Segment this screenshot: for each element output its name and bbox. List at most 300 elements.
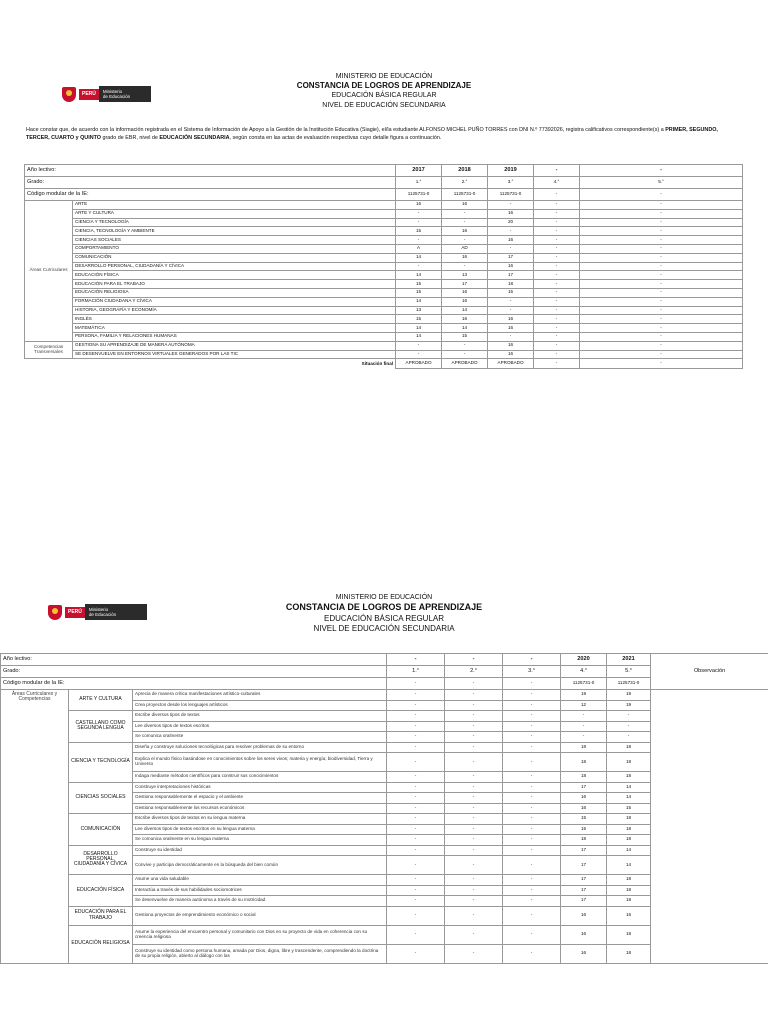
course-name: HISTORIA, GEOGRAFÍA Y ECONOMÍA	[73, 306, 396, 315]
grade-value: -	[580, 271, 743, 280]
grade-value: 17	[488, 253, 534, 262]
grade-value: -	[503, 803, 561, 814]
grade-value: -	[534, 236, 580, 245]
grade-value: -	[387, 742, 445, 753]
grades-table-2	[0, 653, 768, 964]
grade-value: -	[445, 753, 503, 772]
grade-value: -	[607, 711, 651, 722]
grade-cell: 2.°	[442, 177, 488, 189]
area-name: EDUCACIÓN FÍSICA	[69, 875, 133, 907]
grade-value: -	[534, 288, 580, 297]
grade-value: -	[503, 944, 561, 963]
grade-value: 14	[607, 856, 651, 875]
grade-value: 16	[442, 227, 488, 236]
area-name: ARTE Y CULTURA	[69, 690, 133, 711]
grade-value: -	[445, 782, 503, 793]
area-name: DESARROLLO PERSONAL, CIUDADANÍA Y CÍVICA	[69, 845, 133, 875]
code-cell: -	[387, 678, 445, 690]
code-cell: 1125731-0	[488, 189, 534, 201]
grade-value: 17	[561, 885, 607, 896]
course-row	[25, 236, 743, 245]
grade-value: 18	[561, 772, 607, 783]
grade-value: 19	[607, 690, 651, 701]
grade-value: -	[387, 875, 445, 886]
grade-value: -	[387, 690, 445, 701]
grade-value: -	[580, 201, 743, 210]
transversal-row	[25, 341, 743, 350]
grade-value: -	[445, 896, 503, 907]
grade-value: -	[503, 793, 561, 804]
course-name: DESARROLLO PERSONAL, CIUDADANÍA Y CÍVICA	[73, 262, 396, 271]
competence-row	[1, 690, 768, 701]
grade-value: 16	[442, 253, 488, 262]
grade-cell: 4.°	[534, 177, 580, 189]
year-cell: -	[387, 654, 445, 666]
grade-value: -	[534, 244, 580, 253]
course-name: INGLÉS	[73, 315, 396, 324]
course-row	[25, 271, 743, 280]
grade-value: -	[503, 772, 561, 783]
grade-value: 16	[488, 350, 534, 359]
course-row	[25, 288, 743, 297]
grade-value: 16	[488, 209, 534, 218]
course-name: EDUCACIÓN PARA EL TRABAJO	[73, 280, 396, 289]
grade-value: -	[488, 332, 534, 341]
competence-name: Crea proyectos desde los lenguajes artísticos	[133, 700, 387, 711]
competence-name: Interactúa a través de sus habilidades sociomotrices	[133, 885, 387, 896]
grade-value: -	[387, 835, 445, 846]
document-title: CONSTANCIA DE LOGROS DE APRENDIZAJE	[296, 81, 472, 91]
code-label: Código modular de la IE:	[1, 678, 387, 690]
grade-value: 14	[396, 271, 442, 280]
grade-value: 15	[561, 824, 607, 835]
grade-value: -	[445, 906, 503, 925]
grade-value: 18	[607, 925, 651, 944]
competence-name: Construye interpretaciones históricas	[133, 782, 387, 793]
observation-cell	[651, 690, 768, 964]
grade-value: -	[503, 885, 561, 896]
document-subtitle: EDUCACIÓN BÁSICA REGULAR	[331, 92, 437, 100]
grade-value: -	[442, 218, 488, 227]
grade-value: -	[580, 288, 743, 297]
grade-value: 15	[396, 227, 442, 236]
grade-value: -	[445, 793, 503, 804]
grade-value: -	[442, 236, 488, 245]
grade-value: -	[580, 227, 743, 236]
grade-value: 17	[488, 271, 534, 280]
code-label: Código modular de la IE:	[25, 189, 396, 201]
grade-value: -	[580, 209, 743, 218]
competence-name: SE DESENVUELVE EN ENTORNOS VIRTUALES GENERADOS POR LAS TIC	[73, 350, 396, 359]
grade-value: -	[580, 306, 743, 315]
transversal-row	[25, 350, 743, 359]
grade-cell: 4.°	[561, 666, 607, 678]
observation-header: Observación	[651, 654, 768, 690]
grade-value: 18	[607, 835, 651, 846]
grade-value: -	[580, 350, 743, 359]
year-cell: 2021	[607, 654, 651, 666]
grade-value: -	[607, 721, 651, 732]
code-cell: 1125731-0	[396, 189, 442, 201]
course-name: CIENCIA, TECNOLOGÍA Y AMBIENTE	[73, 227, 396, 236]
grade-value: 18	[607, 824, 651, 835]
grade-value: -	[387, 856, 445, 875]
grade-value: 18	[488, 280, 534, 289]
grade-value: -	[534, 332, 580, 341]
grade-value: 16	[488, 324, 534, 333]
grade-value: -	[387, 944, 445, 963]
year-cell: -	[580, 165, 743, 177]
grade-value: -	[445, 856, 503, 875]
grade-value: -	[580, 315, 743, 324]
grade-value: 18	[607, 885, 651, 896]
grade-value: 18	[561, 742, 607, 753]
code-cell: -	[503, 678, 561, 690]
area-name: CASTELLANO COMO SEGUNDA LENGUA	[69, 711, 133, 743]
course-name: COMUNICACIÓN	[73, 253, 396, 262]
grade-value: -	[561, 732, 607, 743]
grade-value: 15	[396, 280, 442, 289]
grade-value: -	[561, 711, 607, 722]
grade-value: -	[534, 271, 580, 280]
grade-value: 14	[442, 306, 488, 315]
grade-cell: 1.°	[387, 666, 445, 678]
grade-value: -	[387, 885, 445, 896]
competence-name: Diseña y construye soluciones tecnológicas para resolver problemas de su entorno	[133, 742, 387, 753]
logo-ministry: Ministerio de Educación	[85, 604, 147, 620]
grade-value: 18	[561, 835, 607, 846]
area-name: CIENCIA Y TECNOLOGÍA	[69, 742, 133, 782]
logo-country: PERÚ	[79, 89, 99, 100]
area-name: CIENCIAS SOCIALES	[69, 782, 133, 814]
certificate-page-2	[0, 580, 768, 1024]
grade-value: 17	[561, 856, 607, 875]
grade-cell: 1.°	[396, 177, 442, 189]
grade-value: 17	[561, 782, 607, 793]
grade-value: -	[534, 218, 580, 227]
document-title: CONSTANCIA DE LOGROS DE APRENDIZAJE	[285, 602, 483, 613]
grade-value: -	[387, 700, 445, 711]
grade-value: -	[503, 856, 561, 875]
grade-value: -	[580, 280, 743, 289]
grade-cell: 5.°	[580, 177, 743, 189]
final-status: APROBADO	[442, 359, 488, 369]
competence-name: Aprecia de manera crítica manifestaciones artístico-culturales	[133, 690, 387, 701]
grade-cell: 5.°	[607, 666, 651, 678]
grade-value: -	[387, 721, 445, 732]
course-row	[25, 227, 743, 236]
grade-value: 16	[561, 925, 607, 944]
course-name: EDUCACIÓN FÍSICA	[73, 271, 396, 280]
grade-value: 15	[607, 803, 651, 814]
grade-value: -	[561, 721, 607, 732]
competence-name: Escribe diversos tipos de textos en su lengua materna	[133, 814, 387, 825]
grade-value: -	[534, 253, 580, 262]
grade-value: -	[387, 803, 445, 814]
grade-value: -	[488, 201, 534, 210]
grade-value: 16	[488, 315, 534, 324]
code-cell: 1125731-0	[561, 678, 607, 690]
grade-value: -	[445, 875, 503, 886]
grade-value: -	[580, 341, 743, 350]
competence-name: Se desenvuelve de manera autónoma a través de su motricidad	[133, 896, 387, 907]
grade-value: -	[534, 227, 580, 236]
grade-value: -	[580, 253, 743, 262]
grade-value: -	[503, 814, 561, 825]
code-cell: -	[580, 189, 743, 201]
grade-value: -	[534, 280, 580, 289]
grade-value: 17	[561, 875, 607, 886]
year-row	[25, 165, 743, 177]
grade-value: -	[503, 753, 561, 772]
course-name: MATEMÁTICA	[73, 324, 396, 333]
grade-value: -	[503, 711, 561, 722]
grade-value: -	[488, 227, 534, 236]
competence-name: Lee diversos tipos de textos escritos	[133, 721, 387, 732]
year-cell: -	[445, 654, 503, 666]
grade-value: -	[387, 782, 445, 793]
grade-value: -	[445, 944, 503, 963]
final-status: APROBADO	[396, 359, 442, 369]
grade-value: -	[445, 742, 503, 753]
grade-value: 16	[488, 262, 534, 271]
grade-value: 16	[561, 906, 607, 925]
grade-value: 16	[561, 803, 607, 814]
grade-value: 14	[396, 332, 442, 341]
competence-name: Se comunica oralmente	[133, 732, 387, 743]
grade-value: -	[503, 906, 561, 925]
grade-cell: 3.°	[503, 666, 561, 678]
grade-value: -	[396, 218, 442, 227]
grade-value: -	[488, 244, 534, 253]
grade-value: -	[445, 711, 503, 722]
year-label: Año lectivo:	[25, 165, 396, 177]
grade-value: -	[387, 772, 445, 783]
grade-value: -	[442, 262, 488, 271]
grade-value: 18	[561, 753, 607, 772]
course-row	[25, 280, 743, 289]
code-cell: -	[534, 189, 580, 201]
grade-value: -	[534, 350, 580, 359]
grade-value: 12	[561, 700, 607, 711]
grade-value: -	[445, 824, 503, 835]
grade-value: 16	[561, 793, 607, 804]
grade-value: 16	[561, 944, 607, 963]
grade-value: 14	[607, 845, 651, 856]
grade-value: -	[580, 236, 743, 245]
areas-label: Áreas Curriculares y Competencias	[1, 690, 69, 964]
final-label: Situación final	[25, 359, 396, 369]
grade-value: -	[442, 350, 488, 359]
intro-paragraph: Hace constar que, de acuerdo con la información registrada en el Sistema de Información de Apoyo a la Gestión de la Institución Educativa (Siagie), el/la estudiante ALFONSO MICHEL PUÑO TORRES con DNI N.º 77392026, registra calificativos correspondiente(s) a PRIMER, SEGUNDO, TERCER, CUARTO y QUINTO grado de EBR, nivel de EDUCACIÓN SECUNDARIA, según consta en las actas de evaluación respectivas cuyo detalle figura a continuación.	[26, 127, 718, 141]
competence-name: Gestiona proyectos de emprendimiento económico o social	[133, 906, 387, 925]
grade-value: 16	[607, 906, 651, 925]
grade-row	[25, 177, 743, 189]
grade-value: -	[445, 690, 503, 701]
grade-value: 16	[396, 201, 442, 210]
competence-name: Se comunica oralmente en su lengua materna	[133, 835, 387, 846]
grade-value: 18	[607, 772, 651, 783]
logo-country: PERÚ	[65, 607, 85, 618]
grade-value: 18	[607, 753, 651, 772]
ministry-name: MINISTERIO DE EDUCACIÓN	[335, 594, 433, 601]
grade-cell: 3.°	[488, 177, 534, 189]
year-cell: 2017	[396, 165, 442, 177]
course-row	[25, 324, 743, 333]
grade-value: -	[534, 315, 580, 324]
course-row	[25, 244, 743, 253]
grade-value: -	[387, 896, 445, 907]
course-name: COMPORTAMIENTO	[73, 244, 396, 253]
grade-value: -	[580, 332, 743, 341]
grades-table-1	[24, 164, 743, 369]
grade-value: -	[534, 201, 580, 210]
grade-value: -	[387, 753, 445, 772]
grade-value: 16	[442, 288, 488, 297]
grade-value: -	[387, 814, 445, 825]
competence-name: Construye su identidad	[133, 845, 387, 856]
logo-ministry: Ministerio de Educación	[99, 86, 151, 102]
ministry-name: MINISTERIO DE EDUCACIÓN	[335, 73, 433, 80]
grade-value: 16	[442, 315, 488, 324]
grade-value: -	[503, 782, 561, 793]
course-row	[25, 262, 743, 271]
competence-name: Gestiona responsablemente los recursos económicos	[133, 803, 387, 814]
grade-value: -	[387, 906, 445, 925]
grade-value: -	[503, 835, 561, 846]
grade-value: -	[445, 845, 503, 856]
grade-value: -	[387, 845, 445, 856]
grade-value: -	[387, 925, 445, 944]
grade-value: 17	[561, 845, 607, 856]
grade-value: 16	[442, 201, 488, 210]
grade-value: -	[503, 690, 561, 701]
grade-value: -	[396, 262, 442, 271]
grade-value: -	[445, 732, 503, 743]
grade-value: -	[580, 218, 743, 227]
code-cell: 1125731-0	[442, 189, 488, 201]
grade-value: -	[445, 700, 503, 711]
grade-value: 19	[561, 690, 607, 701]
grade-value: 18	[607, 742, 651, 753]
year-cell: 2020	[561, 654, 607, 666]
grade-value: 14	[442, 324, 488, 333]
code-row	[25, 189, 743, 201]
grade-cell: 2.°	[445, 666, 503, 678]
document-subtitle: EDUCACIÓN BÁSICA REGULAR	[323, 613, 445, 623]
course-row	[25, 306, 743, 315]
grade-value: A	[396, 244, 442, 253]
grade-value: 18	[607, 896, 651, 907]
grade-value: -	[445, 835, 503, 846]
grade-value: -	[445, 885, 503, 896]
final-status: -	[580, 359, 743, 369]
grade-value: 14	[396, 324, 442, 333]
grade-value: -	[534, 341, 580, 350]
course-name: FORMACIÓN CIUDADANA Y CÍVICA	[73, 297, 396, 306]
course-name: ARTE Y CULTURA	[73, 209, 396, 218]
grade-value: -	[580, 262, 743, 271]
education-level: NIVEL DE EDUCACIÓN SECUNDARIA	[322, 101, 446, 109]
page-header	[0, 593, 768, 635]
grade-value: -	[534, 306, 580, 315]
grade-value: 14	[607, 782, 651, 793]
competence-name: Asume la experiencia del encuentro personal y comunitario con Dios en su proyecto de vida en coherencia con su creencia religiosa	[133, 925, 387, 944]
grade-label: Grado:	[1, 666, 387, 678]
grade-label: Grado:	[25, 177, 396, 189]
grade-value: -	[534, 324, 580, 333]
competence-name: Construye su identidad como persona humana, amada por Dios, digna, libre y trascendente, comprendiendo la doctrina de su propia religión, abierto al diálogo con las	[133, 944, 387, 963]
grade-value: -	[503, 896, 561, 907]
competence-name: Lee diversos tipos de textos escritos en su lengua materna	[133, 824, 387, 835]
grade-value: -	[503, 721, 561, 732]
grade-value: -	[534, 297, 580, 306]
grade-value: 16	[442, 297, 488, 306]
areas-label: Áreas Curriculares	[25, 201, 73, 342]
area-name: COMUNICACIÓN	[69, 814, 133, 846]
grade-value: -	[445, 803, 503, 814]
grade-value: -	[607, 732, 651, 743]
course-row	[25, 315, 743, 324]
grade-value: AD	[442, 244, 488, 253]
course-row	[25, 209, 743, 218]
competence-name: Asume una vida saludable	[133, 875, 387, 886]
grade-value: -	[396, 350, 442, 359]
grade-value: 17	[561, 896, 607, 907]
grade-value: 16	[488, 341, 534, 350]
grade-value: -	[580, 297, 743, 306]
grade-value: -	[534, 262, 580, 271]
competence-name: Escribe diversos tipos de textos	[133, 711, 387, 722]
year-cell: -	[503, 654, 561, 666]
grade-value: -	[442, 341, 488, 350]
grade-value: 18	[607, 875, 651, 886]
grade-value: -	[534, 209, 580, 218]
grade-value: 17	[442, 280, 488, 289]
grade-value: -	[387, 732, 445, 743]
code-cell: -	[445, 678, 503, 690]
grade-value: 15	[396, 315, 442, 324]
grade-value: -	[503, 700, 561, 711]
grade-value: -	[503, 732, 561, 743]
grade-value: -	[503, 742, 561, 753]
grade-value: -	[503, 824, 561, 835]
grade-value: -	[396, 341, 442, 350]
grade-value: 16	[488, 236, 534, 245]
year-cell: -	[534, 165, 580, 177]
code-cell: 1125731-0	[607, 678, 651, 690]
course-row	[25, 332, 743, 341]
grade-value: -	[396, 209, 442, 218]
competence-name: GESTIONA SU APRENDIZAJE DE MANERA AUTÓNOMA	[73, 341, 396, 350]
grade-value: -	[503, 845, 561, 856]
grade-value: 15	[442, 332, 488, 341]
course-name: CIENCIA Y TECNOLOGÍA	[73, 218, 396, 227]
course-name: ARTE	[73, 201, 396, 210]
course-row	[25, 253, 743, 262]
year-cell: 2018	[442, 165, 488, 177]
grade-value: -	[396, 236, 442, 245]
grade-value: 18	[607, 944, 651, 963]
grade-value: -	[488, 306, 534, 315]
grade-value: -	[442, 209, 488, 218]
year-row	[1, 654, 768, 666]
year-label: Año lectivo:	[1, 654, 387, 666]
grade-value: 14	[607, 793, 651, 804]
course-row	[25, 297, 743, 306]
grade-value: -	[503, 925, 561, 944]
competence-name: Explica el mundo físico basándose en conocimientos sobre los seres vivos; materia y energía; biodiversidad, Tierra y Universo	[133, 753, 387, 772]
